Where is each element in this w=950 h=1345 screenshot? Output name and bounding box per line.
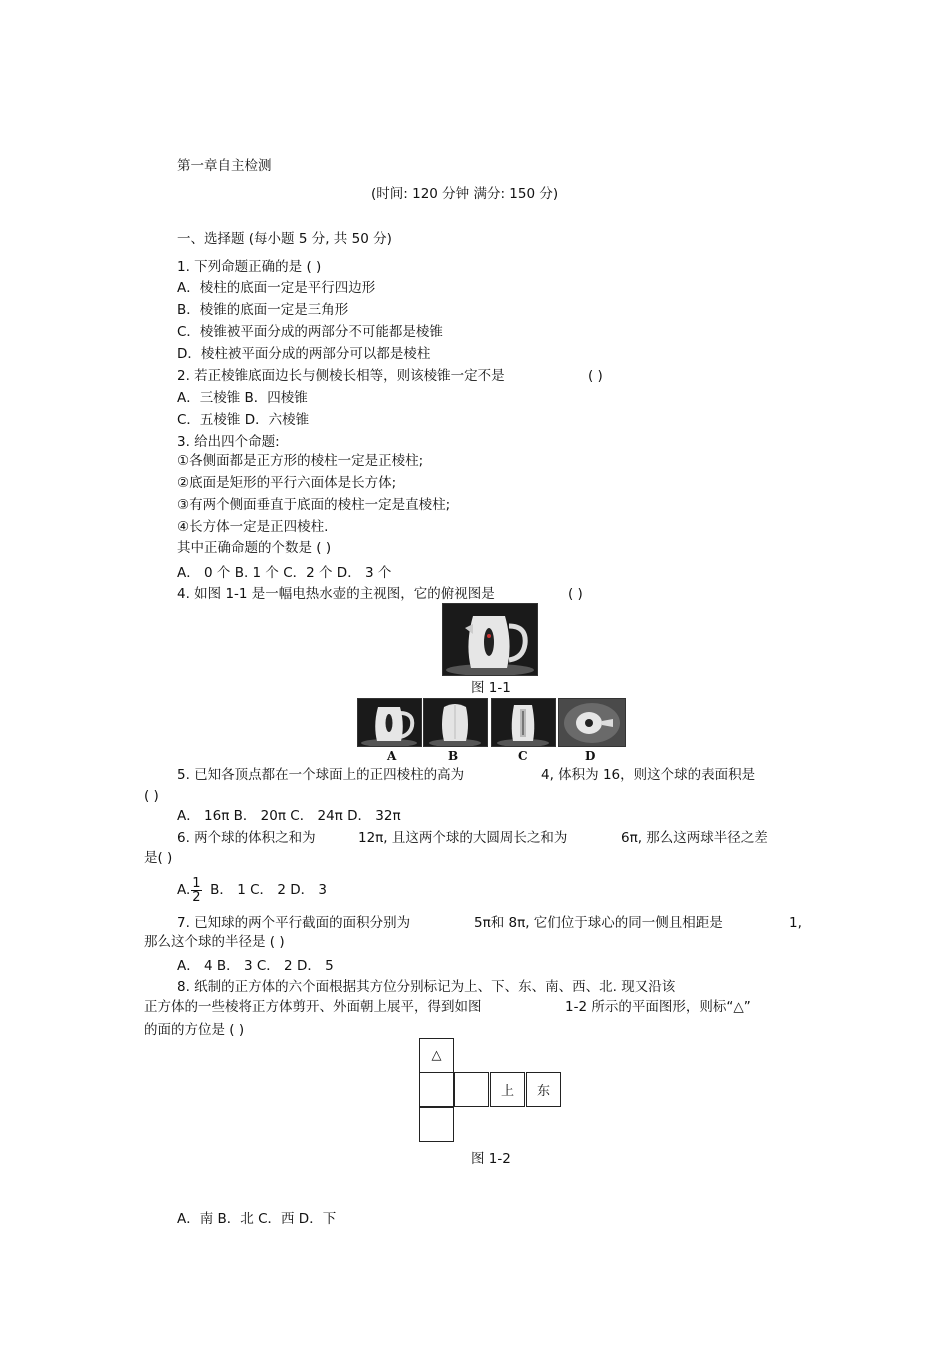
q5-line2: ( ) (144, 788, 159, 804)
q7-line2: 那么这个球的半径是 ( ) (144, 934, 285, 950)
q8-line1: 8. 纸制的正方体的六个面根据其方位分别标记为上、下、东、南、西、北. 现又沿该 (177, 979, 676, 995)
q6-options-rest: B． 1 C． 2 D． 3 (210, 882, 327, 898)
q6-line1b: 12π, 且这两个球的大圆周长之和为 (358, 830, 568, 846)
cube-net-figure (419, 1038, 563, 1144)
exam-info: (时间: 120 分钟 满分: 150 分) (371, 186, 559, 202)
q6-options (177, 873, 327, 907)
net-cell-middle (454, 1072, 489, 1107)
kettle-front-view-image (442, 603, 538, 676)
fraction-numerator: 1 (192, 875, 201, 891)
q8-line2a: 正方体的一些棱将正方体剪开、外面朝上展平，得到如图 (144, 999, 482, 1015)
q5-line1a: 5. 已知各顶点都在一个球面上的正四棱柱的高为 (177, 767, 465, 783)
option-a-image (357, 698, 422, 747)
triangle-label: △ (431, 1048, 442, 1063)
q6-option-a-prefix: A. (177, 882, 191, 898)
option-a-label: A (387, 749, 397, 763)
option-c-image (491, 698, 556, 747)
top-label: 上 (500, 1084, 514, 1099)
q7-line1b: 5π和 8π, 它们位于球心的同一侧且相距是 (474, 915, 723, 931)
option-d-image (558, 698, 626, 747)
option-b-label: B (448, 749, 459, 763)
q2-options-line1: A．三棱锥 B．四棱锥 (177, 390, 308, 406)
q3-options: A． 0 个 B. 1 个 C．2 个 D． 3 个 (177, 565, 392, 581)
net-cell-east (526, 1072, 561, 1107)
chapter-title: 第一章自主检测 (177, 158, 272, 174)
q7-line1a: 7. 已知球的两个平行截面的面积分别为 (177, 915, 411, 931)
q2-stem: 2. 若正棱锥底面边长与侧棱长相等，则该棱锥一定不是 (177, 368, 505, 384)
q5-options: A． 16π B． 20π C． 24π D． 32π (177, 808, 401, 824)
q7-options: A． 4 B． 3 C． 2 D． 5 (177, 958, 334, 974)
q1-option-a: A．棱柱的底面一定是平行四边形 (177, 280, 376, 296)
q3-ask: 其中正确命题的个数是 ( ) (177, 540, 332, 556)
net-cell-top (490, 1072, 525, 1107)
net-cell-bottom (419, 1107, 454, 1142)
q4-stem: 4. 如图 1-1 是一幅电热水壶的主视图，它的俯视图是 (177, 586, 495, 602)
q8-line2b: 1-2 所示的平面图形，则标“△” (565, 999, 751, 1015)
q8-line3: 的面的方位是 ( ) (144, 1022, 245, 1038)
q3-prop-2: ②底面是矩形的平行六面体是长方体; (177, 475, 397, 491)
q3-prop-1: ①各侧面都是正方形的棱柱一定是正棱柱; (177, 453, 424, 469)
net-cell-left-middle (419, 1072, 454, 1107)
fraction-denominator: 2 (192, 889, 201, 905)
q3-stem: 3. 给出四个命题: (177, 434, 280, 450)
option-d-label: D (585, 749, 596, 763)
section-title: 一、选择题 (每小题 5 分, 共 50 分) (177, 231, 392, 247)
fig-1-2-caption: 图 1-2 (471, 1151, 511, 1167)
q2-blank: ( ) (588, 368, 603, 384)
q4-blank: ( ) (568, 586, 583, 602)
q7-line1c: 1, (789, 915, 802, 931)
q6-fraction (191, 877, 201, 904)
q5-line1b: 4, 体积为 16，则这个球的表面积是 (541, 767, 756, 783)
q1-option-d: D．棱柱被平面分成的两部分可以都是棱柱 (177, 346, 431, 362)
q8-options: A．南 B．北 C．西 D．下 (177, 1211, 337, 1227)
q1-stem: 1. 下列命题正确的是 ( ) (177, 259, 322, 275)
q6-line1c: 6π, 那么这两球半径之差 (621, 830, 768, 846)
fig-1-1-caption: 图 1-1 (471, 680, 511, 696)
q3-prop-4: ④长方体一定是正四棱柱. (177, 519, 329, 535)
net-cell-triangle (419, 1038, 454, 1073)
q3-prop-3: ③有两个侧面垂直于底面的棱柱一定是直棱柱; (177, 497, 451, 513)
q1-option-b: B．棱锥的底面一定是三角形 (177, 302, 349, 318)
q6-line1a: 6. 两个球的体积之和为 (177, 830, 316, 846)
option-c-label: C (518, 749, 528, 763)
option-b-image (423, 698, 488, 747)
q6-line2: 是( ) (144, 850, 173, 866)
east-label: 东 (536, 1084, 550, 1099)
q2-options-line2: C．五棱锥 D．六棱锥 (177, 412, 310, 428)
q1-option-c: C．棱锥被平面分成的两部分不可能都是棱锥 (177, 324, 443, 340)
